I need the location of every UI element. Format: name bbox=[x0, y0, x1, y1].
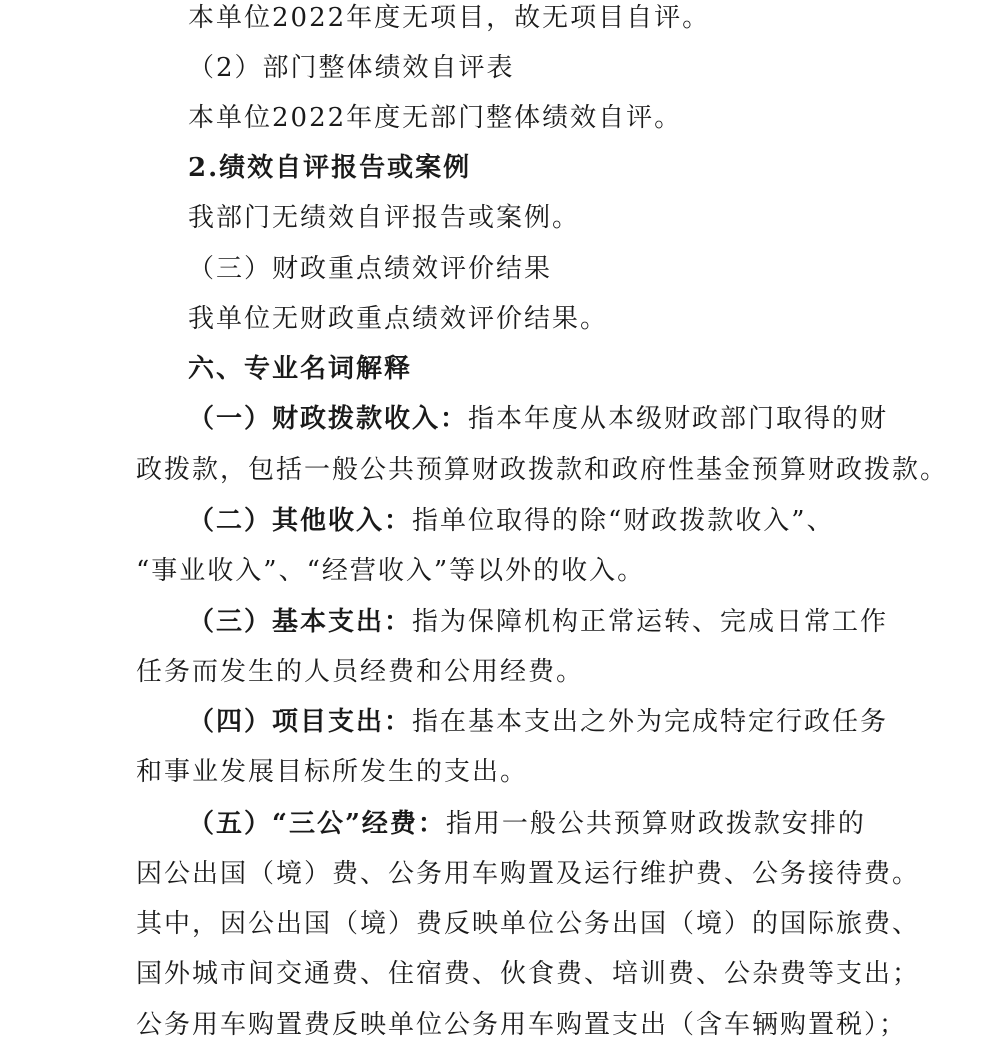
term-other-income bbox=[188, 505, 835, 537]
no-project-self-eval-line: 本单位2022年度无项目，故无项目自评。 bbox=[188, 3, 711, 33]
term-label: （四）项目支出： bbox=[188, 707, 413, 737]
no-dept-self-eval-line: 本单位2022年度无部门整体绩效自评。 bbox=[188, 103, 683, 133]
section-6-heading: 六、专业名词解释 bbox=[188, 354, 413, 384]
term-definition-continued: 国外城市间交通费、住宿费、伙食费、培训费、公杂费等支出； bbox=[136, 959, 921, 989]
term-definition-continued: “事业收入”、“经营收入”等以外的收入。 bbox=[136, 556, 646, 586]
term-three-public-expenses bbox=[188, 808, 866, 840]
term-label: （一）财政拨款收入： bbox=[188, 404, 469, 434]
term-project-expenditure bbox=[188, 706, 888, 738]
term-definition: 指本年度从本级财政部门取得的财 bbox=[468, 404, 889, 434]
no-fiscal-key-results-line: 我单位无财政重点绩效评价结果。 bbox=[188, 304, 609, 334]
term-label: （五）“三公”经费： bbox=[188, 809, 446, 839]
term-definition-continued: 任务而发生的人员经费和公用经费。 bbox=[136, 657, 585, 687]
term-definition: 指单位取得的除“财政拨款收入”、 bbox=[412, 506, 835, 536]
term-definition-continued: 公务用车购置费反映单位公务用车购置支出（含车辆购置税）； bbox=[136, 1010, 908, 1040]
term-definition: 指为保障机构正常运转、完成日常工作 bbox=[412, 607, 889, 637]
term-definition: 指用一般公共预算财政拨款安排的 bbox=[445, 809, 866, 839]
term-fiscal-appropriation-income bbox=[188, 403, 888, 435]
fiscal-key-results-heading: （三）财政重点绩效评价结果 bbox=[188, 254, 553, 284]
no-self-eval-report-line: 我部门无绩效自评报告或案例。 bbox=[188, 203, 581, 233]
term-definition: 指在基本支出之外为完成特定行政任务 bbox=[412, 707, 889, 737]
self-eval-report-heading: 2.绩效自评报告或案例 bbox=[188, 153, 472, 183]
dept-self-eval-table-heading: （2）部门整体绩效自评表 bbox=[188, 53, 515, 83]
term-label: （三）基本支出： bbox=[188, 607, 413, 637]
term-basic-expenditure bbox=[188, 606, 888, 638]
term-label: （二）其他收入： bbox=[188, 506, 413, 536]
term-definition-continued: 其中，因公出国（境）费反映单位公务出国（境）的国际旅费、 bbox=[136, 909, 921, 939]
term-definition-continued: 因公出国（境）费、公务用车购置及运行维护费、公务接待费。 bbox=[136, 859, 921, 889]
term-definition-continued: 政拨款，包括一般公共预算财政拨款和政府性基金预算财政拨款。 bbox=[136, 455, 949, 485]
term-definition-continued: 和事业发展目标所发生的支出。 bbox=[136, 757, 529, 787]
